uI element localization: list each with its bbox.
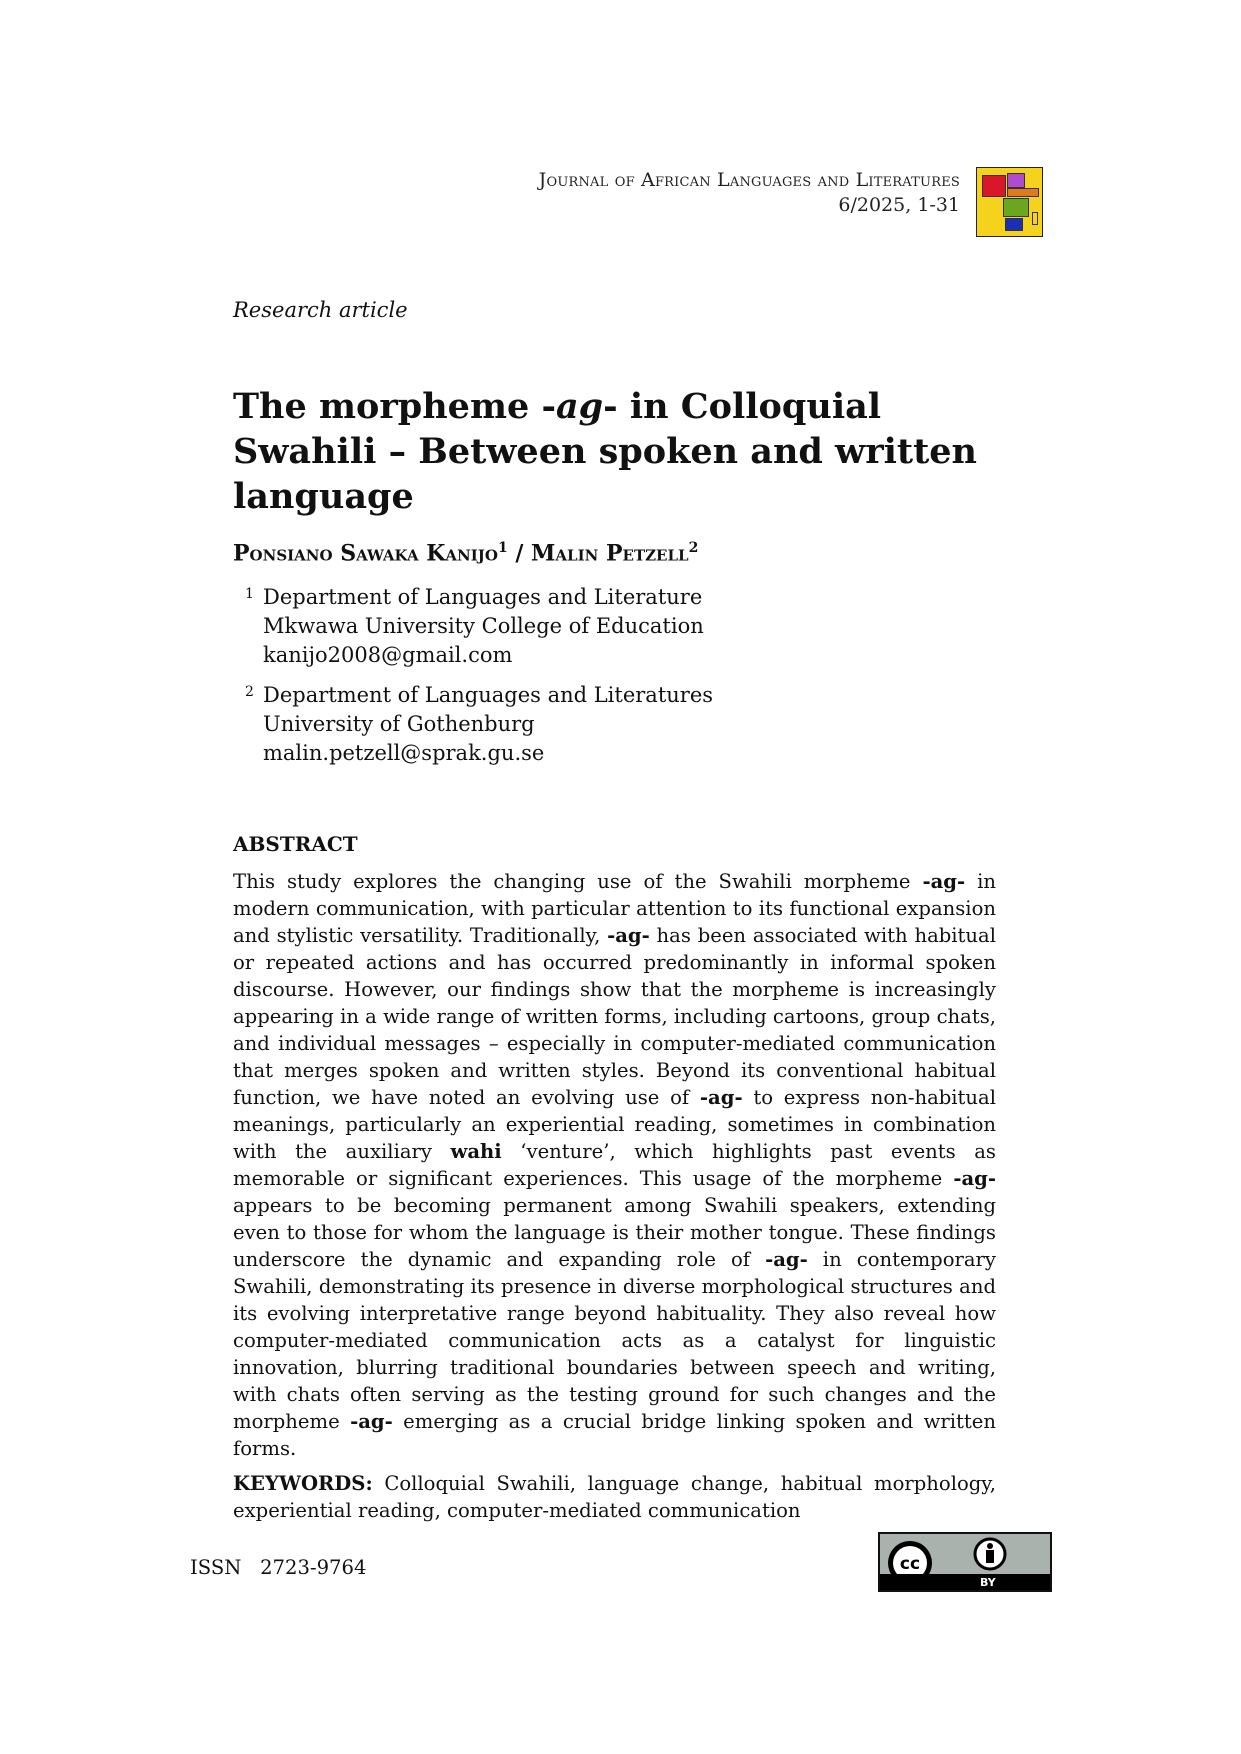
author-2-name: Malin Petzell: [531, 540, 689, 567]
logo-small-block: [1032, 212, 1038, 225]
journal-issue: 6/2025, 1-31: [838, 194, 960, 216]
morpheme-highlight: -ag-: [607, 924, 650, 947]
issn-value: 2723-9764: [260, 1556, 367, 1579]
cc-icon: [880, 1534, 1050, 1574]
author-line: [233, 540, 698, 566]
affiliation-2-dept: Department of Languages and Literatures: [263, 683, 714, 707]
affiliation-1-number: 1: [245, 586, 254, 602]
keywords-label: KEYWORDS:: [233, 1472, 373, 1495]
affiliation-1: [245, 583, 704, 670]
title-part-2: - in Colloquial Swahili – Between spoken and written language: [233, 386, 977, 517]
morpheme-highlight: -ag-: [953, 1167, 996, 1190]
abstract-segment: in contemporary Swahili, demonstrating its presence in diverse morphological structures and its evolving interpretative range beyond habituality. They also reveal how computer-mediated communication acts as a catalyst for linguistic innovation, blurring traditional boundaries between speech and writing, with chats often serving as the testing ground for such changes and the morpheme: [233, 1248, 996, 1433]
cc-by-license-badge[interactable]: [878, 1532, 1052, 1592]
author-1-sup: 1: [497, 540, 508, 556]
journal-header: [539, 168, 960, 218]
morpheme-highlight: -ag-: [350, 1410, 393, 1433]
affiliation-2-email: malin.petzell@sprak.gu.se: [263, 741, 545, 765]
auxiliary-highlight: wahi: [450, 1140, 502, 1163]
affiliation-2: [245, 681, 713, 768]
affiliation-1-dept: Department of Languages and Literature: [263, 585, 703, 609]
article-type: Research article: [233, 298, 408, 322]
abstract-text: [233, 868, 996, 1462]
abstract-segment: has been associated with habitual or repeated actions and has occurred predominantly in informal spoken discourse. However, our findings show that the morpheme is increasingly appearing in a wide range of written forms, including cartoons, group chats, and individual messages – especially in computer-mediated communication that merges spoken and written styles. Beyond its conventional habitual function, we have noted an evolving use of: [233, 924, 996, 1109]
abstract-segment: emerging as a crucial bridge linking spoken and written forms.: [233, 1410, 996, 1460]
abstract-segment: in modern communication, with particular attention to its functional expansion and stylistic versatility. Traditionally,: [233, 870, 996, 947]
logo-red-block: [982, 175, 1006, 197]
affiliation-1-inst: Mkwawa University College of Education: [263, 614, 704, 638]
abstract-heading: ABSTRACT: [233, 832, 358, 856]
morpheme-highlight: -ag-: [922, 870, 966, 893]
issn-label: ISSN: [190, 1556, 242, 1579]
svg-text:cc: cc: [899, 1554, 921, 1574]
license-bar: [880, 1574, 1050, 1590]
paper-title: [233, 384, 1033, 519]
issn: [190, 1556, 366, 1579]
keywords-text: Colloquial Swahili, language change, habitual morphology, experiential reading, computer-mediated communication: [233, 1472, 996, 1522]
morpheme-highlight: -ag-: [699, 1086, 743, 1109]
abstract-segment: appears to be becoming permanent among Swahili speakers, extending even to those for whom the language is their mother tongue. These findings underscore the dynamic and expanding role of: [233, 1194, 996, 1271]
attribution-icon: [972, 1536, 1012, 1576]
logo-blue-block: [1005, 218, 1023, 231]
abstract-segment: ‘venture’, which highlights past events as memorable or significant experiences. This usage of the morpheme: [233, 1140, 996, 1190]
title-morpheme: ag: [555, 386, 604, 427]
license-by-text: BY: [980, 1576, 996, 1589]
logo-purple-block: [1007, 173, 1025, 188]
morpheme-highlight: -ag-: [765, 1248, 808, 1271]
logo-green-block: [1003, 198, 1029, 217]
author-2-sup: 2: [688, 540, 699, 556]
affiliation-1-email: kanijo2008@gmail.com: [263, 643, 513, 667]
journal-title: Journal of African Languages and Literatures: [538, 169, 960, 191]
affiliation-2-inst: University of Gothenburg: [263, 712, 535, 736]
affiliation-2-number: 2: [245, 684, 254, 700]
author-1-name: Ponsiano Sawaka Kanijo: [233, 540, 498, 567]
logo-orange-block: [1007, 188, 1039, 197]
author-separator: /: [507, 540, 532, 567]
keywords: [233, 1470, 996, 1524]
journal-logo: [976, 167, 1043, 237]
title-part-1: The morpheme -: [233, 386, 556, 427]
abstract-segment: This study explores the changing use of the Swahili morpheme: [233, 870, 923, 893]
abstract-segment: to express non-habitual meanings, particularly an experiential reading, sometimes in combination with the auxiliary: [233, 1086, 997, 1163]
